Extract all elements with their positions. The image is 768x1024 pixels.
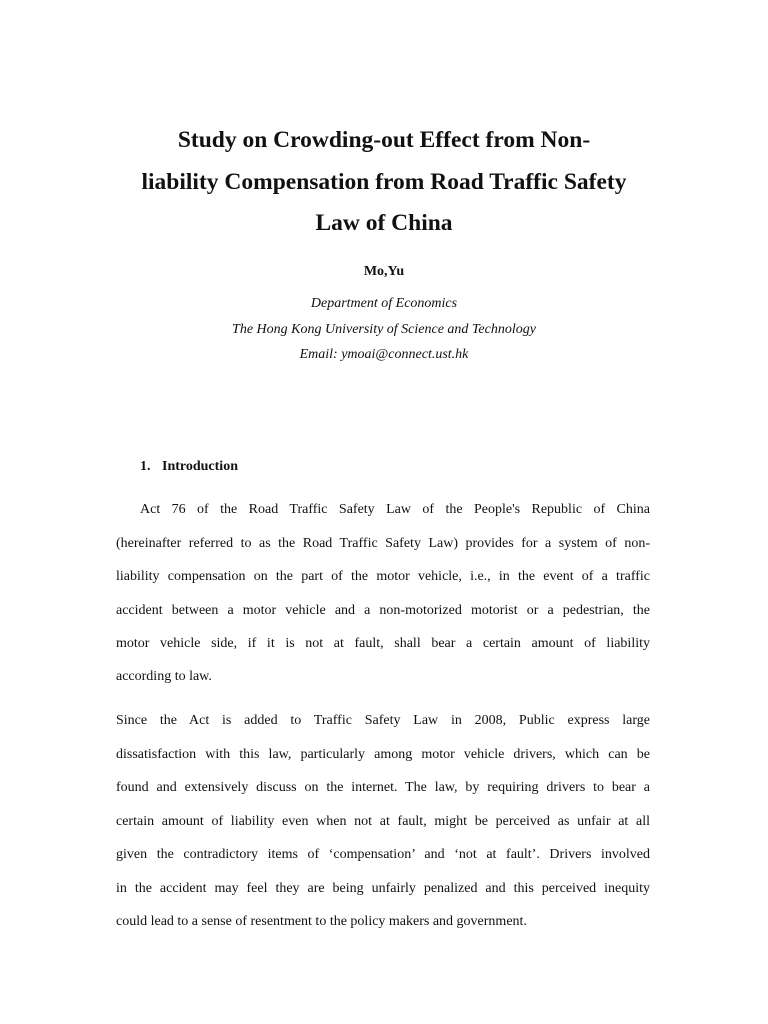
author-name: Mo,Yu [363,264,405,279]
affiliation-department: Department of Economics [310,296,458,311]
paragraph-line: dissatisfaction with this law, particularly among motor vehicle drivers, which can be [116,747,650,762]
paragraph-line: Act 76 of the Road Traffic Safety Law of the People's Republic of China [140,502,650,517]
paragraph-line: could lead to a sense of resentment to the policy makers and government. [116,914,527,929]
title-line: liability Compensation from Road Traffic Safety [141,168,627,195]
section-title: Introduction [162,459,238,474]
paragraph-line: motor vehicle side, if it is not at fault, shall bear a certain amount of liability [116,636,650,651]
paragraph-line: found and extensively discuss on the internet. The law, by requiring drivers to bear a [116,780,650,795]
section-heading-introduction [140,457,238,477]
paragraph-line: in the accident may feel they are being unfairly penalized and this perceived inequity [116,881,650,896]
paragraph-line: according to law. [116,669,212,684]
title-line: Law of China [315,210,453,236]
paper-title [100,120,668,245]
paragraph-line: given the contradictory items of ‘compensation’ and ‘not at fault’. Drivers involved [116,847,650,862]
paragraph-line: certain amount of liability even when not at fault, might be perceived as unfair at all [116,814,650,829]
section-number: 1. [140,459,151,474]
paragraph-line: (hereinafter referred to as the Road Traffic Safety Law) provides for a system of non- [116,536,650,551]
title-line: Study on Crowding-out Effect from Non- [177,127,591,153]
paragraph-line: Since the Act is added to Traffic Safety Law in 2008, Public express large [116,713,650,728]
affiliation-email: Email: ymoai@connect.ust.hk [299,347,469,362]
paragraph-line: accident between a motor vehicle and a non-motorized motorist or a pedestrian, the [116,603,650,618]
affiliation-university: The Hong Kong University of Science and Technology [232,322,536,337]
paragraph-line: liability compensation on the part of the motor vehicle, i.e., in the event of a traffic [116,569,650,584]
